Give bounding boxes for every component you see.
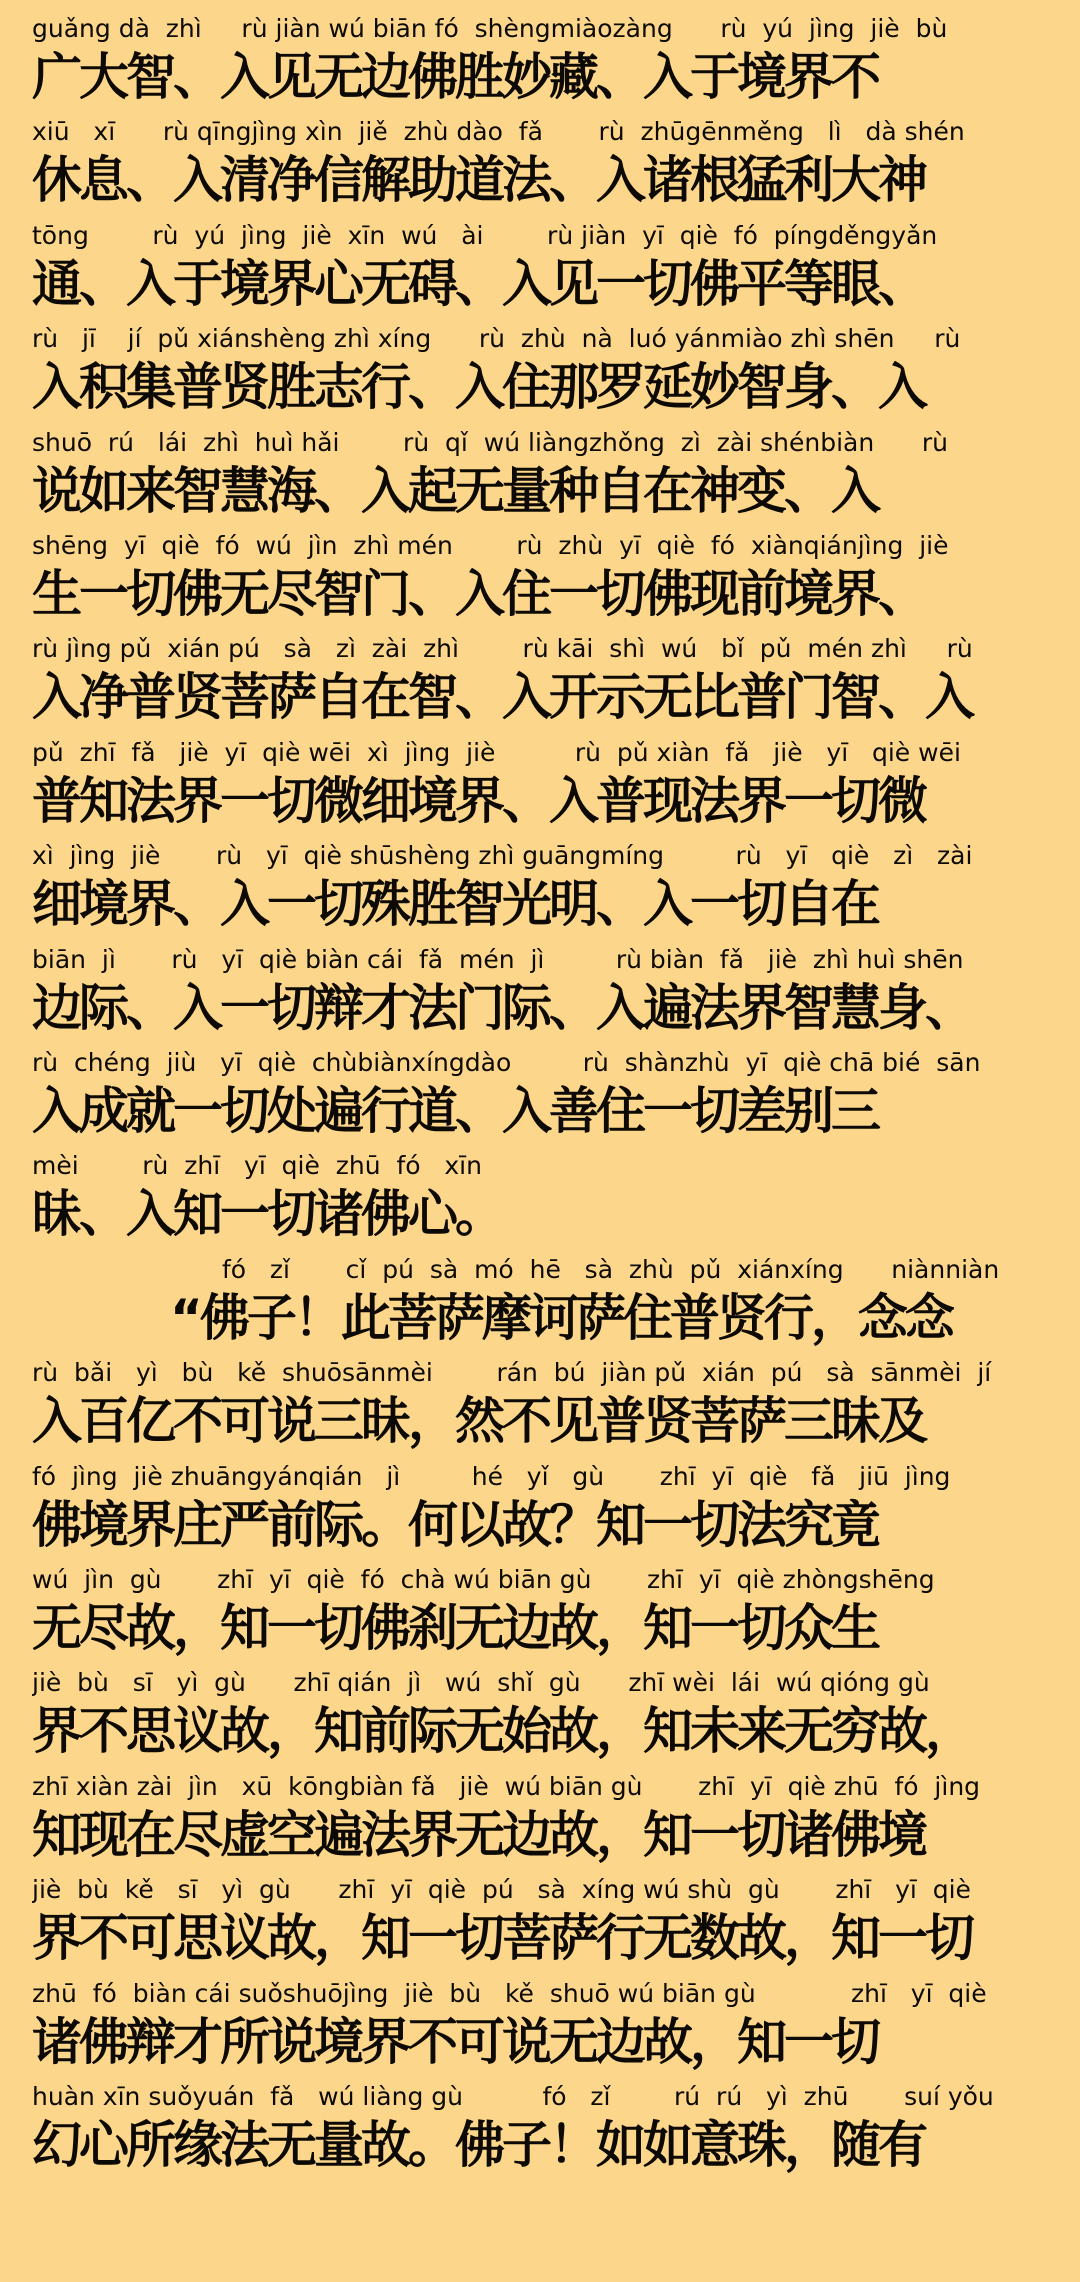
pinyin-annotation: fó jìng jiè zhuāngyánqián jì hé yǐ gù zhī yī qiè fǎ jiū jìng	[32, 1461, 951, 1491]
pinyin-annotation: biān jì rù yī qiè biàn cái fǎ mén jì rù biàn fǎ jiè zhì huì shēn	[32, 944, 964, 974]
pinyin-annotation: zhī xiàn zài jìn xū kōngbiàn fǎ jiè wú biān gù zhī yī qiè zhū fó jìng	[32, 1771, 981, 1801]
pinyin-annotation: rù bǎi yì bù kě shuōsānmèi rán bú jiàn pǔ xián pú sà sānmèi jí	[32, 1358, 992, 1388]
text-line	[32, 1664, 1048, 1767]
text-line	[32, 1044, 1048, 1147]
chinese-text: 幻心所缘法无量故。佛子！如如意珠，随有	[32, 2116, 925, 2174]
pinyin-annotation: pǔ zhī fǎ jiè yī qiè wēi xì jìng jiè rù pǔ xiàn fǎ jiè yī qiè wēi	[32, 737, 961, 767]
chinese-text: 入净普贤菩萨自在智、入开示无比普门智、入	[32, 668, 972, 727]
text-line	[32, 630, 1048, 733]
text-line	[32, 2078, 1048, 2181]
text-line	[32, 1251, 1048, 1354]
text-line	[32, 217, 1048, 320]
chinese-text: 广大智、入见无边佛胜妙藏、入于境界不	[32, 48, 878, 106]
pinyin-annotation: mèi rù zhī yī qiè zhū fó xīn	[32, 1151, 482, 1181]
pinyin-annotation: shuō rú lái zhì huì hǎi rù qǐ wú liàngzhǒng zì zài shénbiàn rù	[32, 427, 948, 457]
chinese-text: 说如来智慧海、入起无量种自在神变、入	[32, 461, 878, 520]
text-line	[32, 837, 1048, 940]
chinese-text: 界不思议故，知前际无始故，知未来无穷故，	[32, 1702, 972, 1761]
chinese-text: 入百亿不可说三昧，然不见普贤菩萨三昧及	[32, 1392, 925, 1451]
chinese-text: 普知法界一切微细境界、入普现法界一切微	[32, 771, 925, 830]
chinese-text: 佛境界庄严前际。何以故？知一切法究竟	[32, 1495, 878, 1554]
chinese-text: 界不可思议故，知一切菩萨行无数故，知一切	[32, 1909, 972, 1968]
pinyin-annotation: zhū fó biàn cái suǒshuōjìng jiè bù kě shuō wú biān gù zhī yī qiè	[32, 1978, 987, 2008]
text-line	[32, 734, 1048, 837]
pinyin-annotation: huàn xīn suǒyuán fǎ wú liàng gù fó zǐ rú rú yì zhū suí yǒu	[32, 2082, 994, 2111]
text-line	[32, 320, 1048, 423]
text-line	[32, 1354, 1048, 1457]
pinyin-annotation: jiè bù kě sī yì gù zhī yī qiè pú sà xíng wú shù gù zhī yī qiè	[32, 1875, 971, 1905]
pinyin-annotation: fó zǐ cǐ pú sà mó hē sà zhù pǔ xiánxíng niànniàn	[222, 1254, 1000, 1284]
text-line	[32, 424, 1048, 527]
chinese-text: 边际、入一切辩才法门际、入遍法界智慧身、	[32, 978, 972, 1037]
pinyin-annotation: guǎng dà zhì rù jiàn wú biān fó shèngmiàozàng rù yú jìng jiè bù	[32, 14, 948, 43]
chinese-text: 生一切佛无尽智门、入住一切佛现前境界、	[32, 565, 925, 623]
chinese-text: 昧、入知一切诸佛心。	[32, 1185, 502, 1244]
pinyin-annotation: rù jī jí pǔ xiánshèng zhì xíng rù zhù nà luó yánmiào zhì shēn rù	[32, 324, 961, 354]
chinese-text: 休息、入清净信解助道法、入诸根猛利大神	[32, 151, 925, 210]
text-line	[32, 1458, 1048, 1561]
text-line	[32, 1768, 1048, 1871]
text-line	[32, 113, 1048, 216]
pinyin-annotation: tōng rù yú jìng jiè xīn wú ài rù jiàn yī qiè fó píngděngyǎn	[32, 220, 938, 250]
pinyin-annotation: shēng yī qiè fó wú jìn zhì mén rù zhù yī qiè fó xiànqiánjìng jiè	[32, 531, 949, 560]
chinese-text: 入积集普贤胜志行、入住那罗延妙智身、入	[32, 358, 925, 417]
pinyin-annotation: rù jìng pǔ xián pú sà zì zài zhì rù kāi shì wú bǐ pǔ mén zhì rù	[32, 634, 973, 664]
text-line	[32, 10, 1048, 113]
pinyin-annotation: rù chéng jiù yī qiè chùbiànxíngdào rù shànzhù yī qiè chā bié sān	[32, 1048, 981, 1077]
chinese-text: 细境界、入一切殊胜智光明、入一切自在	[32, 875, 878, 934]
chinese-text: “佛子！此菩萨摩诃萨住普贤行，念念	[170, 1288, 952, 1347]
text-line	[32, 1561, 1048, 1664]
chinese-text: 知现在尽虚空遍法界无边故，知一切诸佛境	[32, 1805, 925, 1864]
chinese-text: 诸佛辩才所说境界不可说无边故，知一切	[32, 2012, 878, 2071]
pinyin-annotation: xiū xī rù qīngjìng xìn jiě zhù dào fǎ rù zhūgēnměng lì dà shén	[32, 117, 965, 147]
chinese-text: 无尽故，知一切佛刹无边故，知一切众生	[32, 1599, 878, 1657]
pinyin-annotation: wú jìn gù zhī yī qiè fó chà wú biān gù zhī yī qiè zhòngshēng	[32, 1565, 935, 1594]
text-line	[32, 1975, 1048, 2078]
text-line	[32, 527, 1048, 630]
chinese-text: 入成就一切处遍行道、入善住一切差别三	[32, 1082, 878, 1140]
text-line	[32, 1147, 1048, 1250]
text-line	[32, 1871, 1048, 1974]
text-line	[32, 941, 1048, 1044]
pinyin-annotation: jiè bù sī yì gù zhī qián jì wú shǐ gù zhī wèi lái wú qióng gù	[32, 1668, 930, 1698]
chinese-text: 通、入于境界心无碍、入见一切佛平等眼、	[32, 254, 925, 313]
pinyin-annotation: xì jìng jiè rù yī qiè shūshèng zhì guāngmíng rù yī qiè zì zài	[32, 841, 973, 871]
